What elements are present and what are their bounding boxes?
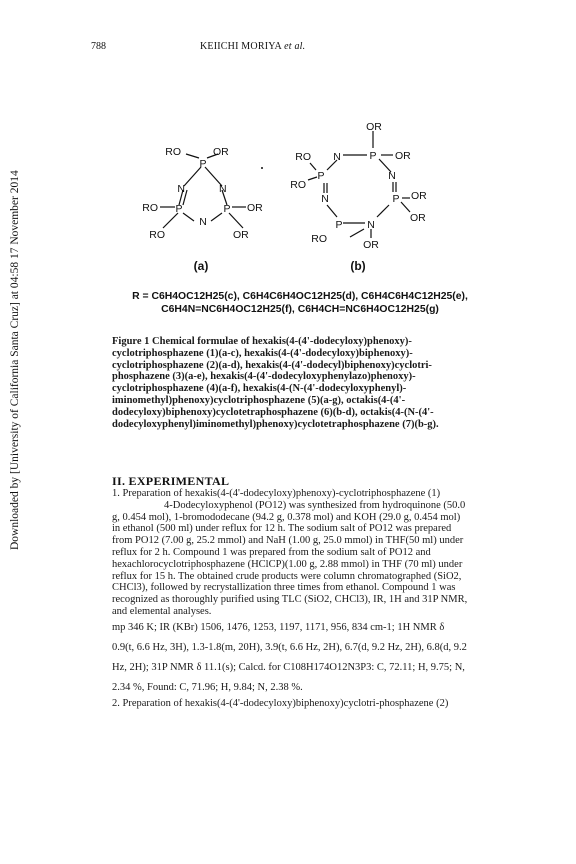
atom-n: N bbox=[333, 151, 341, 163]
atom-p: P bbox=[392, 193, 400, 205]
atom-p: P bbox=[223, 203, 231, 215]
chemical-structures-figure bbox=[0, 0, 576, 290]
stray-dot bbox=[261, 167, 263, 169]
structure-a-label: (a) bbox=[193, 259, 209, 273]
atom-or: OR bbox=[395, 150, 411, 162]
atom-p: P bbox=[199, 158, 207, 170]
r-group-line-1: R = C6H4OC12H25(c), C6H4C6H4OC12H25(d), C6H4C6H4C12H25(e), bbox=[132, 291, 468, 302]
r-group-definition bbox=[110, 290, 490, 316]
paragraph-characterization: mp 346 K; IR (KBr) 1506, 1476, 1253, 1197, 1171, 956, 834 cm-1; 1H NMR δ 0.9(t, 6.6 Hz, 3H), 1.3-1.8(m, 20H), 3.9(t, 6.6 Hz, 2H), 6.7(d, 9.2 Hz, 2H), 6.8(d, 9.2 Hz, 2H); 31P NMR δ 11.1(s); Calcd. for C108H174O12N3P3: C, 72.11; H, 9.75; N, 2.34 %, Found: C, 71.96; H, 9.84; N, 2.38 %. bbox=[112, 621, 467, 693]
structure-b bbox=[308, 131, 410, 238]
atom-p: P bbox=[317, 170, 325, 182]
atom-ro: RO bbox=[295, 151, 311, 163]
atom-ro: RO bbox=[290, 179, 306, 191]
atom-n: N bbox=[199, 216, 207, 228]
atom-or: OR bbox=[366, 121, 382, 133]
atom-or: OR bbox=[213, 146, 229, 158]
atom-n: N bbox=[177, 183, 185, 195]
r-group-line-2: C6H4N=NC6H4OC12H25(f), C6H4CH=NC6H4OC12H25(g) bbox=[161, 304, 439, 315]
running-head-author: KEIICHI MORIYA bbox=[200, 41, 282, 52]
section-heading: II. EXPERIMENTAL bbox=[112, 474, 230, 488]
atom-n: N bbox=[367, 219, 375, 231]
atom-n: N bbox=[388, 170, 396, 182]
atom-p: P bbox=[175, 203, 183, 215]
atom-or: OR bbox=[247, 202, 263, 214]
page-number: 788 bbox=[91, 41, 106, 52]
atom-or: OR bbox=[411, 190, 427, 202]
atom-ro: RO bbox=[311, 233, 327, 245]
subsection-1-title: 1. Preparation of hexakis(4-(4'-dodecyloxy)phenoxy)-cyclotriphosphazene (1) bbox=[112, 488, 441, 499]
atom-p: P bbox=[335, 219, 343, 231]
atom-or: OR bbox=[233, 229, 249, 241]
experimental-body bbox=[112, 488, 468, 710]
atom-ro: RO bbox=[142, 202, 158, 214]
atom-n: N bbox=[321, 193, 329, 205]
download-watermark: Downloaded by [University of California Santa Cruz] at 04:58 17 November 2014 bbox=[9, 170, 21, 550]
atom-ro: RO bbox=[149, 229, 165, 241]
subsection-2-title: 2. Preparation of hexakis(4-(4'-dodecyloxy)biphenoxy)cyclotri-phosphazene (2) bbox=[112, 697, 449, 709]
running-head-etal: et al. bbox=[284, 41, 306, 52]
structure-b-label: (b) bbox=[350, 259, 366, 273]
atom-or: OR bbox=[410, 212, 426, 224]
figure-caption: Figure 1 Chemical formulae of hexakis(4-(4'-dodecyloxy)phenoxy)-cyclotriphosphazene (1)(a-c), hexakis(4-(4'-dodecyloxy)biphenoxy)-cyclotriphosphazene (2)(a-d), hexakis(4-(4'-dodecyl)biphenoxy)cyclotri-phosphazene (3)(a-e), hexakis(4-(4'-dodecyloxyphenylazo)phenoxy)-cyclotriphosphazene (4)(a-f), hexakis(4-(N-(4'-dodecyloxyphenyl)-iminomethyl)phenoxy)cyclotriphosphazene (5)(a-g), octakis(4-(4'-dodecyloxy)biphenoxy)cyclotetraphosphazene (6)(b-d), octakis(4-(N-(4'-dodecyloxyphenyl)iminomethyl)phenoxy)cyclotetraphosphazene (7)(b-g). bbox=[112, 336, 439, 430]
atom-n: N bbox=[219, 183, 227, 195]
atom-or: OR bbox=[363, 239, 379, 251]
paragraph-synthesis: 4-Dodecyloxyphenol (PO12) was synthesized from hydroquinone (50.0 g, 0.454 mol), 1-bromododecane (94.2 g, 0.378 mol) and KOH (29.0 g, 0.454 mol) in ethanol (500 ml) under reflux for 12 h. The sodium salt of PO12 was prepared from PO12 (7.00 g, 25.2 mmol) and NaH (1.00 g, 25.0 mmol) in THF(50 ml) under reflux for 2 h. Compound 1 was prepared from the sodium salt of PO12 and hexachlorocyclotriphosphazene (HClCP)(1.00 g, 2.88 mmol) in THF (70 ml) under reflux for 15 h. The obtained crude products were column chromatographed (SiO2, CHCl3), followed by recrystallization three times from ethanol. Compound 1 was recognized as thoroughly purified using TLC (SiO2, CHCl3), IR, 1H and 31P NMR, and elemental analyses. bbox=[112, 499, 468, 617]
structure-a-atoms bbox=[142, 146, 263, 241]
atom-ro: RO bbox=[165, 146, 181, 158]
atom-p: P bbox=[369, 150, 377, 162]
